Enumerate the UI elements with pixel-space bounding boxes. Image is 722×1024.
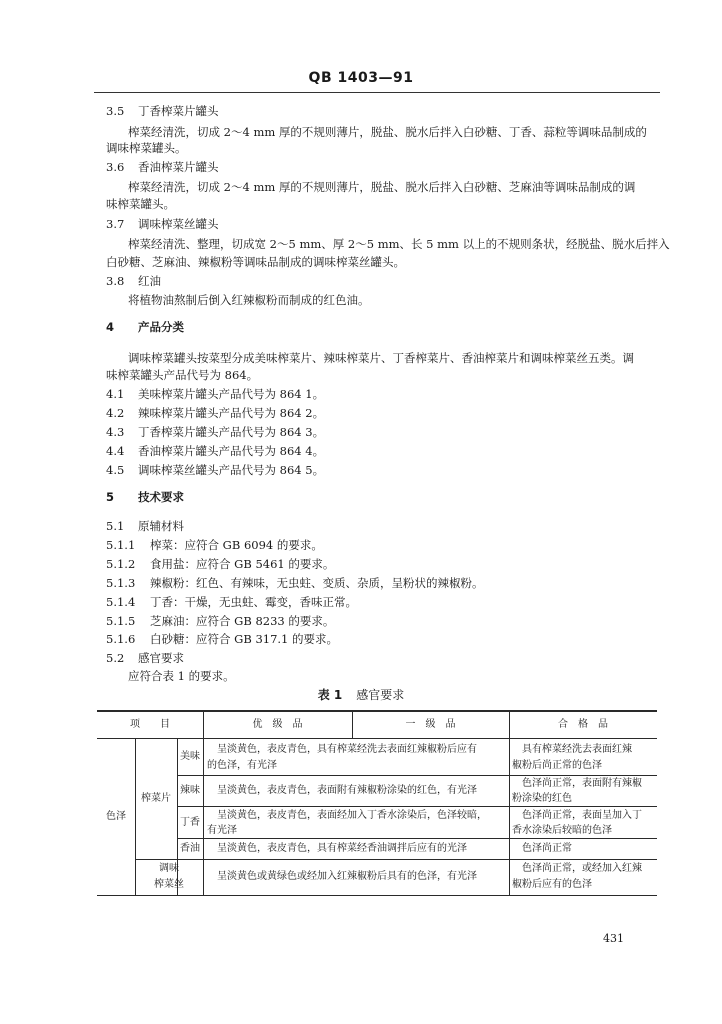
row-label-xiangyou: 香油 [180, 843, 200, 854]
row-label-dingxiang: 丁香 [180, 817, 200, 828]
paragraph-line: 将植物油熬制后倒入红辣椒粉而制成的红色油。 [128, 293, 370, 307]
section-number: 3.6 [106, 160, 125, 174]
list-item [106, 556, 334, 572]
section-5-heading [106, 489, 184, 505]
item-text: 白砂糖：应符合 GB 317.1 的要求。 [150, 632, 339, 646]
header-item: 项 目 [130, 719, 170, 730]
item-text: 食用盐：应符合 GB 5461 的要求。 [150, 557, 335, 571]
item-number: 5.1.5 [106, 614, 136, 628]
sensory-table [97, 710, 657, 896]
section-4-heading [106, 319, 184, 335]
section-title: 香油榨菜片罐头 [138, 160, 219, 174]
section-number: 3.7 [106, 217, 125, 231]
list-item [106, 537, 323, 553]
list-item [106, 424, 324, 440]
merged-cell-line: 呈淡黄色，表皮青色，表面附有辣椒粉涂染的红色，有光泽 [207, 785, 477, 796]
item-number: 5.1.3 [106, 576, 136, 590]
item-number: 5.1.6 [106, 632, 136, 646]
item-number: 4.5 [106, 463, 125, 477]
merged-cell-line: 的色泽，有光泽 [207, 760, 277, 771]
item-number: 5.1.2 [106, 557, 136, 571]
paragraph-line: 调味榨菜罐头。 [106, 141, 187, 155]
paragraph-line: 白砂糖、芝麻油、辣椒粉等调味品制成的调味榨菜丝罐头。 [106, 255, 405, 269]
item-text: 辣味榨菜片罐头产品代号为 864 2。 [138, 406, 325, 420]
table-top-border [97, 710, 657, 712]
list-item [106, 575, 484, 591]
header-rule [94, 92, 660, 93]
page-number: 431 [603, 932, 624, 945]
item-number: 4.2 [106, 406, 125, 420]
item-text: 辣椒粉：红色、有辣味，无虫蛀、变质、杂质，呈粉状的辣椒粉。 [150, 576, 484, 590]
qualified-cell-line: 色泽尚正常，表面呈加入丁 [512, 810, 642, 821]
paragraph-line: 调味榨菜罐头按菜型分成美味榨菜片、辣味榨菜片、丁香榨菜片、香油榨菜片和调味榨菜丝五类。调 [128, 351, 634, 365]
item-number: 5.1.4 [106, 595, 136, 609]
section-title: 感官要求 [138, 651, 184, 665]
qualified-cell-line: 椒粉后应有的色泽 [512, 879, 592, 890]
qualified-cell-line: 色泽尚正常，或经加入红辣 [512, 863, 642, 874]
row-label-tiaowei-2: 榨菜丝 [154, 879, 184, 890]
standard-code: QB 1403—91 [308, 70, 414, 86]
item-number: 4.3 [106, 425, 125, 439]
section-title: 产品分类 [138, 320, 184, 334]
list-item [106, 462, 324, 478]
qualified-cell-line: 香水涂染后较暗的色泽 [512, 825, 612, 836]
section-3-6-heading [106, 159, 219, 175]
header-first: 一 级 品 [405, 719, 456, 730]
paragraph-line: 榨菜经清洗，切成 2～4 mm 厚的不规则薄片，脱盐、脱水后拌入白砂糖、丁香、蒜粒等调味品制成的 [128, 125, 647, 139]
category-color: 色泽 [106, 811, 126, 822]
merged-cell-line: 呈淡黄色，表皮青色，表面经加入丁香水涂染后，色泽较暗， [207, 810, 487, 821]
item-text: 芝麻油：应符合 GB 8233 的要求。 [150, 614, 335, 628]
group-zhacai-pian: 榨菜片 [141, 793, 171, 804]
paragraph-line: 榨菜经清洗，切成 2～4 mm 厚的不规则薄片，脱盐、脱水后拌入白砂糖、芝麻油等调味品制成的调 [128, 180, 636, 194]
section-number: 4 [106, 320, 115, 334]
row-rule [135, 859, 657, 860]
item-number: 4.1 [106, 387, 125, 401]
item-text: 调味榨菜丝罐头产品代号为 864 5。 [138, 463, 325, 477]
item-text: 榨菜：应符合 GB 6094 的要求。 [150, 538, 323, 552]
item-text: 香油榨菜片罐头产品代号为 864 4。 [138, 444, 325, 458]
qualified-cell-line: 色泽尚正常 [512, 843, 572, 854]
qualified-cell-line: 椒粉后尚正常的色泽 [512, 760, 602, 771]
table-caption [0, 686, 722, 703]
item-text: 丁香榨菜片罐头产品代号为 864 3。 [138, 425, 325, 439]
item-number: 4.4 [106, 444, 125, 458]
table-header-rule [97, 738, 657, 739]
qualified-cell-line: 粉涂染的红色 [512, 793, 572, 804]
item-text: 美味榨菜片罐头产品代号为 864 1。 [138, 387, 325, 401]
merged-cell-line: 呈淡黄色或黄绿色或经加入红辣椒粉后具有的色泽，有光泽 [207, 871, 477, 882]
section-number: 5 [106, 490, 115, 504]
table-number: 表 1 [317, 688, 343, 702]
qualified-cell-line: 色泽尚正常，表面附有辣椒 [512, 778, 642, 789]
row-label-tiaowei: 调味 [159, 863, 179, 874]
section-number: 3.5 [106, 104, 125, 118]
section-number: 5.1 [106, 519, 125, 533]
list-item [106, 594, 357, 610]
section-3-7-heading [106, 216, 219, 232]
row-label-meiwei: 美味 [180, 751, 200, 762]
section-3-5-heading [106, 103, 219, 119]
section-3-8-heading [106, 273, 161, 289]
paragraph-line: 应符合表 1 的要求。 [128, 669, 235, 683]
list-item [106, 405, 324, 421]
section-5-1-heading [106, 518, 184, 534]
merged-cell-line: 有光泽 [207, 825, 237, 836]
item-text: 丁香：干燥，无虫蛀、霉变，香味正常。 [150, 595, 357, 609]
section-title: 技术要求 [138, 490, 184, 504]
merged-cell-line: 呈淡黄色，表皮青色，具有榨菜经香油调拌后应有的光泽 [207, 843, 467, 854]
section-title: 原辅材料 [138, 519, 184, 533]
paragraph-line: 味榨菜罐头产品代号为 864。 [106, 368, 259, 382]
paragraph-line: 榨菜经清洗、整理，切成宽 2～5 mm、厚 2～5 mm、长 5 mm 以上的不规则条状，经脱盐、脱水后拌入 [128, 237, 670, 251]
col-rule [203, 710, 204, 895]
paragraph-line: 味榨菜罐头。 [106, 197, 175, 211]
section-5-2-heading [106, 650, 184, 666]
list-item [106, 613, 334, 629]
row-label-lawei: 辣味 [180, 785, 200, 796]
section-title: 调味榨菜丝罐头 [138, 217, 219, 231]
header-superior: 优 级 品 [252, 719, 303, 730]
list-item [106, 386, 324, 402]
col-rule [509, 710, 510, 895]
list-item [106, 443, 324, 459]
qualified-cell-line: 具有榨菜经洗去表面红辣 [512, 744, 632, 755]
item-number: 5.1.1 [106, 538, 136, 552]
section-number: 5.2 [106, 651, 125, 665]
row-rule [177, 806, 657, 807]
table-title: 感官要求 [356, 688, 405, 702]
table-bottom-border [97, 895, 657, 896]
list-item [106, 631, 338, 647]
section-title: 丁香榨菜片罐头 [138, 104, 219, 118]
section-title: 红油 [138, 274, 161, 288]
merged-cell-line: 呈淡黄色，表皮青色，具有榨菜经洗去表面红辣椒粉后应有 [207, 744, 477, 755]
section-number: 3.8 [106, 274, 125, 288]
header-qualified: 合 格 品 [558, 719, 608, 730]
row-rule [177, 838, 657, 839]
